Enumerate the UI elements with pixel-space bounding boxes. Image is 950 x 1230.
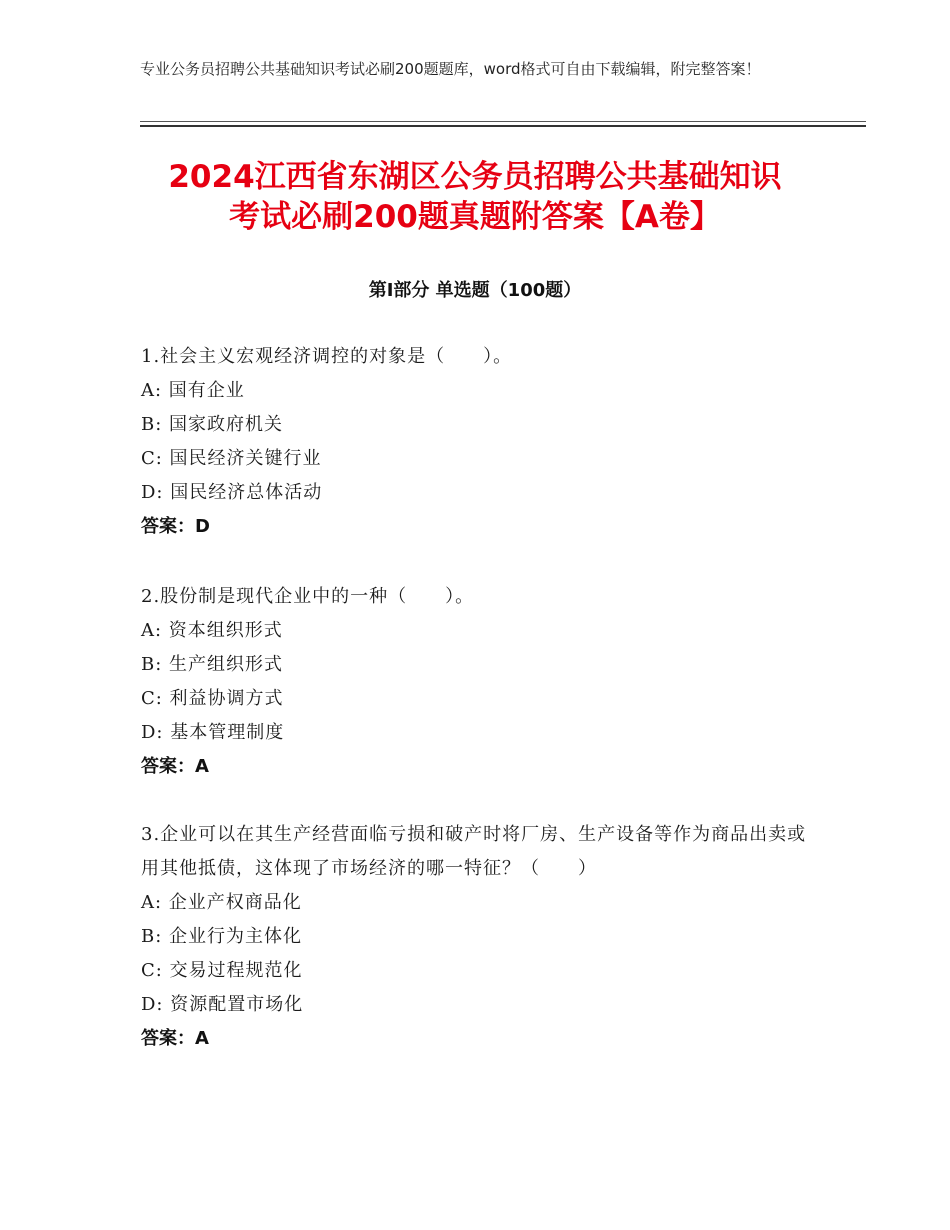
option-a: A: 资本组织形式: [141, 620, 283, 641]
option-d: D: 基本管理制度: [141, 722, 285, 743]
answer-label: 答案：D: [141, 516, 210, 537]
question-item: [141, 818, 821, 1056]
option-a: A: 企业产权商品化: [141, 892, 302, 913]
option-d: D: 资源配置市场化: [141, 994, 304, 1015]
option-d: D: 国民经济总体活动: [141, 482, 323, 503]
title-line-2: 考试必刷200题真题附答案【A卷】: [229, 199, 721, 235]
answer-label: 答案：A: [141, 1028, 209, 1049]
question-stem: 3.企业可以在其生产经营面临亏损和破产时将厂房、生产设备等作为商品出卖或用其他抵债，这体现了市场经济的哪一特征？（ ）: [141, 824, 807, 879]
option-b: B: 国家政府机关: [141, 414, 284, 435]
question-item: [141, 340, 821, 544]
option-b: B: 企业行为主体化: [141, 926, 303, 947]
question-stem: 2.股份制是现代企业中的一种（ ）。: [141, 586, 475, 607]
title-line-1: 2024江西省东湖区公务员招聘公共基础知识: [168, 159, 782, 195]
answer-label: 答案：A: [141, 756, 209, 777]
option-c: C: 交易过程规范化: [141, 960, 303, 981]
option-c: C: 国民经济关键行业: [141, 448, 322, 469]
question-stem: 1.社会主义宏观经济调控的对象是（ ）。: [141, 346, 513, 367]
header-note: 专业公务员招聘公共基础知识考试必刷200题题库，word格式可自由下载编辑，附完整答案！: [140, 60, 761, 78]
option-a: A: 国有企业: [141, 380, 245, 401]
document-title: [0, 157, 950, 237]
option-c: C: 利益协调方式: [141, 688, 284, 709]
option-b: B: 生产组织形式: [141, 654, 284, 675]
header-divider-thick: [140, 125, 866, 127]
question-item: [141, 580, 821, 784]
header-divider-thin: [140, 121, 866, 122]
section-heading: 第Ⅰ部分 单选题（100题）: [368, 280, 582, 301]
